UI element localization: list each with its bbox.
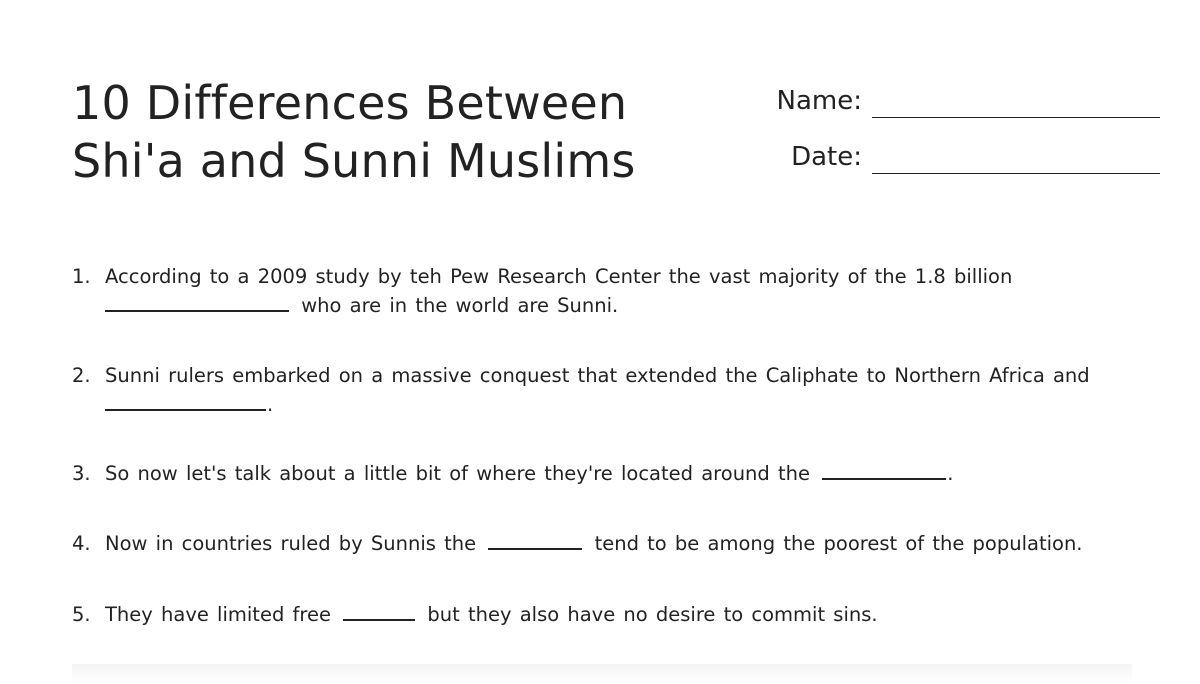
question-number: 3.	[72, 462, 91, 485]
name-field-row	[740, 78, 1160, 118]
question-5	[72, 600, 1132, 629]
question-2	[72, 361, 1132, 419]
date-field-row	[740, 134, 1160, 174]
date-label: Date:	[791, 142, 862, 172]
answer-blank-5[interactable]	[343, 601, 415, 621]
question-text: Now in countries ruled by Sunnis the tend to be among the poorest of the population.	[105, 532, 1083, 555]
cut-off-next-question	[72, 664, 1132, 684]
name-label: Name:	[776, 86, 862, 116]
worksheet-title	[72, 74, 692, 190]
question-number: 5.	[72, 603, 91, 626]
student-info-fields	[740, 78, 1160, 190]
title-line-1: 10 Differences Between	[72, 76, 628, 130]
question-number: 2.	[72, 364, 91, 387]
question-1	[72, 262, 1132, 320]
title-line-2: Shi'a and Sunni Muslims	[72, 134, 636, 188]
question-4	[72, 529, 1132, 558]
answer-blank-2[interactable]	[105, 391, 266, 411]
question-text: They have limited free but they also have no desire to commit sins.	[105, 603, 878, 626]
question-number: 4.	[72, 532, 91, 555]
answer-blank-4[interactable]	[488, 530, 582, 550]
date-field[interactable]	[872, 173, 1160, 174]
name-field[interactable]	[872, 117, 1160, 118]
question-3	[72, 459, 1132, 488]
question-text: So now let's talk about a little bit of where they're located around the .	[105, 462, 954, 485]
question-list	[72, 262, 1132, 629]
question-text: According to a 2009 study by teh Pew Research Center the vast majority of the 1.8 billion who are in the world are Sunni.	[105, 265, 1013, 317]
question-text: Sunni rulers embarked on a massive conquest that extended the Caliphate to Northern Africa and .	[105, 364, 1090, 416]
answer-blank-1[interactable]	[105, 292, 289, 312]
answer-blank-3[interactable]	[822, 460, 946, 480]
question-number: 1.	[72, 265, 91, 288]
